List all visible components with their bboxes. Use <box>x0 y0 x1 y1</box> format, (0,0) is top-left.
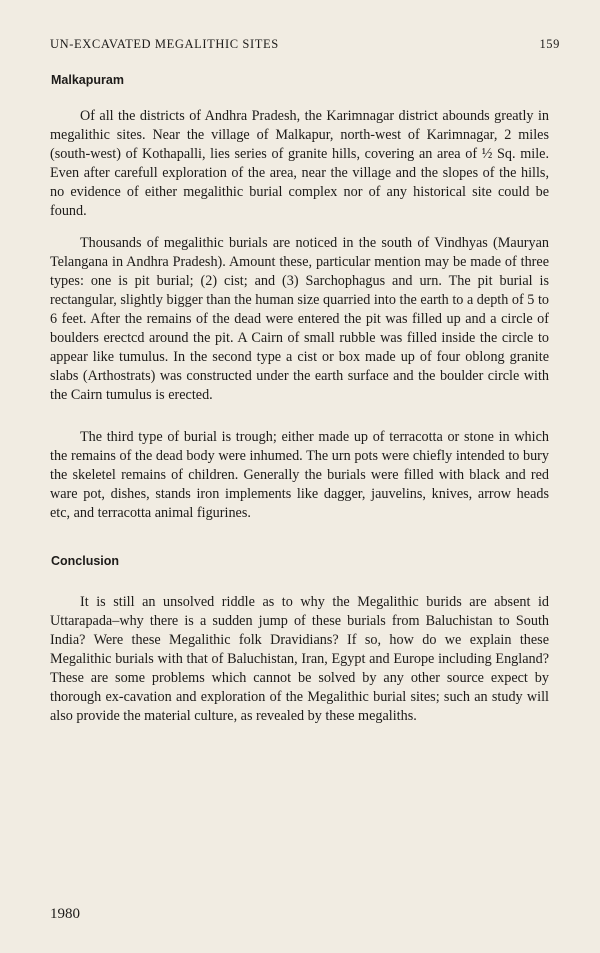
running-head-title: UN-EXCAVATED MEGALITHIC SITES <box>50 37 279 51</box>
paragraph-conclusion: It is still an unsolved riddle as to why the Megalithic burids are absent id Uttarapada–why there is a sudden jump of these burials from Baluchistan to South India? Were these Megalithic folk Dravidians? If so, how do we explain these Megalithic burials with that of Baluchistan, Iran, Egypt and Europe including England? These are some problems which cannot be solved by any other source expect by thorough ex-cavation and exploration of the Megalithic burial sites; such an study will also provide the material culture, as revealed by these megaliths. <box>50 594 549 724</box>
section-heading-malkapuram: Malkapuram <box>51 73 124 87</box>
section-heading-conclusion: Conclusion <box>51 554 120 568</box>
footer-year: 1980 <box>50 906 80 922</box>
paragraph-trough-burial: The third type of burial is trough; either made up of terracotta or stone in which the remains of the dead body were inhumed. The urn pots were chiefly intended to bury the skeletel remains of children. Generally the burials were filled with black and red ware pot, dishes, stands iron implements like dagger, jauvelins, knives, arrow heads etc, and terracotta animal figurines. <box>50 429 549 521</box>
paragraph-malkapur-survey: Of all the districts of Andhra Pradesh, the Karimnagar district abounds greatly in megalithic sites. Near the village of Malkapur, north-west of Karimnagar, 2 miles (south-west) of Kothapalli, lies series of granite hills, covering an area of ½ Sq. mile. Even after carefull exploration of the area, near the village and the slopes of the hills, no evidence of either megalithic burial complex nor of any historical site could be found. <box>50 108 549 219</box>
page-number: 159 <box>539 37 560 51</box>
paragraph-burial-types: Thousands of megalithic burials are noticed in the south of Vindhyas (Mauryan Telangana in Andhra Pradesh). Amount these, particular mention may be made of three types: one is pit burial; (2) cist; and (3) Sarchophagus and urn. The pit burial is rectangular, slightly bigger than the human size quarried into the earth to a depth of 5 to 6 feet. After the remains of the dead were entered the pit was filled up and a circle of boulders erectcd around the pit. A Cairn of small rubble was filled inside the circle to appear like tumulus. In the second type a cist or box made up of four oblong granite slabs (Arthostrats) was constructed under the earth surface and the boulder circle with the Cairn tumulus is erected. <box>50 235 549 403</box>
